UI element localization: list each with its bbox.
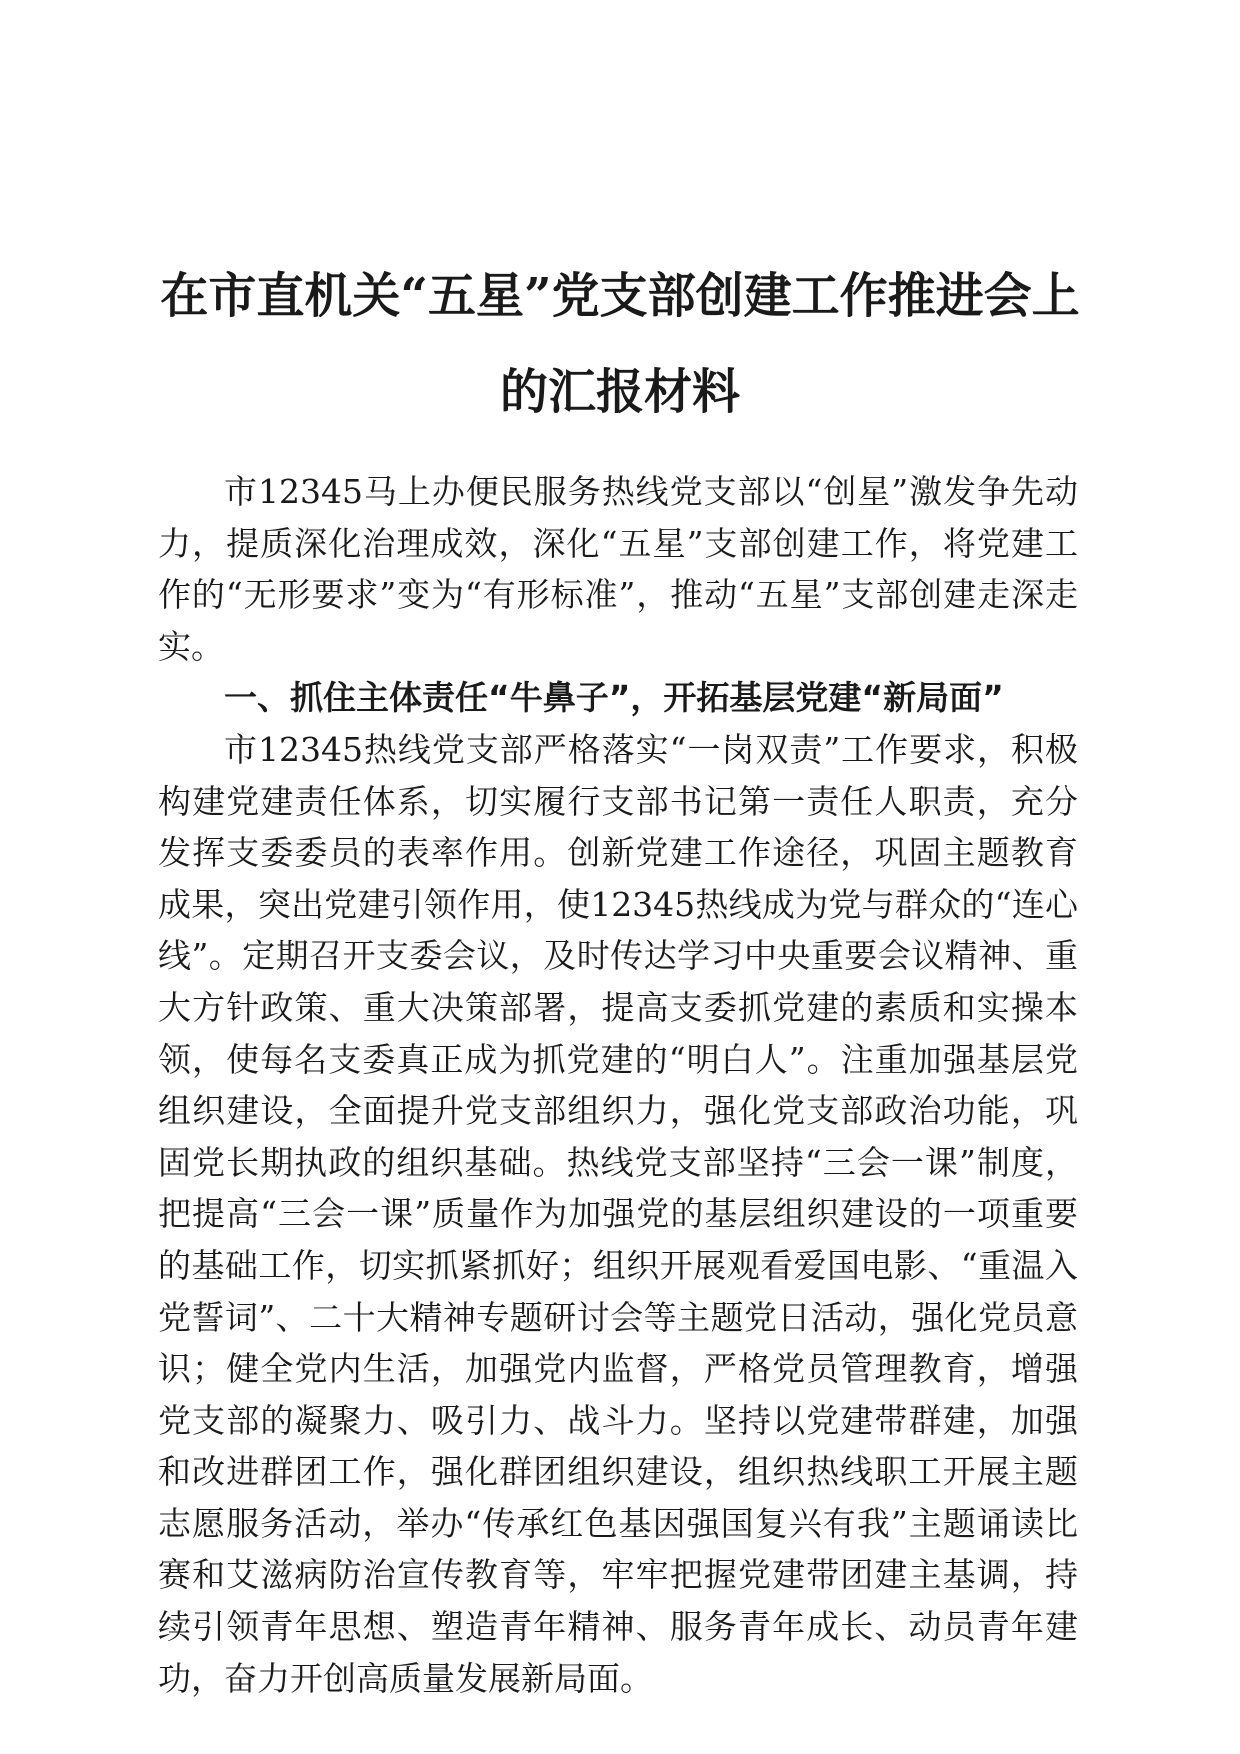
document-body [158, 466, 1078, 1704]
intro-paragraph: 市12345马上办便民服务热线党支部以“创星”激发争先动力，提质深化治理成效，深化“五星”支部创建工作，将党建工作的“无形要求”变为“有形标准”，推动“五星”支部创建走深走实。 [158, 472, 1078, 666]
document-title: 在市直机关“五星”党支部创建工作推进会上的汇报材料 [160, 268, 1080, 420]
section-heading: 一、抓住主体责任“牛鼻子”，开拓基层党建“新局面” [224, 678, 1004, 718]
section-paragraph: 市12345热线党支部严格落实“一岗双责”工作要求，积极构建党建责任体系，切实履行支部书记第一责任人职责，充分发挥支委委员的表率作用。创新党建工作途径，巩固主题教育成果，突出党建引领作用，使12345热线成为党与群众的“连心线”。定期召开支委会议，及时传达学习中央重要会议精神、重大方针政策、重大决策部署，提高支委抓党建的素质和实操本领，使每名支委真正成为抓党建的“明白人”。注重加强基层党组织建设，全面提升党支部组织力，强化党支部政治功能，巩固党长期执政的组织基础。热线党支部坚持“三会一课”制度，把提高“三会一课”质量作为加强党的基层组织建设的一项重要的基础工作，切实抓紧抓好；组织开展观看爱国电影、“重温入党誓词”、二十大精神专题研讨会等主题党日活动，强化党员意识；健全党内生活，加强党内监督，严格党员管理教育，增强党支部的凝聚力、吸引力、战斗力。坚持以党建带群建，加强和改进群团工作，强化群团组织建设，组织热线职工开展主题志愿服务活动，举办“传承红色基因强国复兴有我”主题诵读比赛和艾滋病防治宣传教育等，牢牢把握党建带团建主基调，持续引领青年思想、塑造青年精神、服务青年成长、动员青年建功，奋力开创高质量发展新局面。 [158, 729, 1078, 1698]
